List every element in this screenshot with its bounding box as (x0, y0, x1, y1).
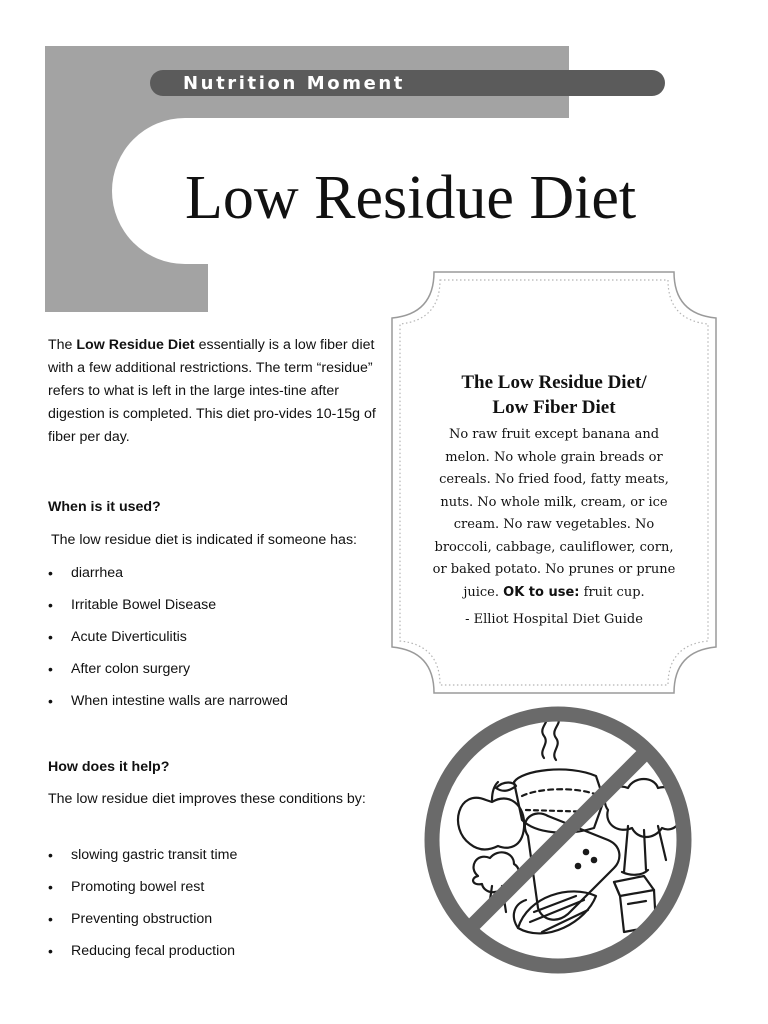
when-used-text: The low residue diet is indicated if someone has: (51, 532, 357, 548)
intro-term: Low Residue Diet (76, 337, 195, 353)
how-helps-list (48, 844, 237, 972)
list-item: • diarrhea (48, 562, 288, 594)
main-column (48, 334, 388, 959)
list-item: • When intestine walls are narrowed (48, 690, 288, 722)
card-source: - Elliot Hospital Diet Guide (465, 612, 643, 627)
when-used-heading: When is it used? (48, 499, 161, 515)
card-body (426, 424, 682, 604)
when-used-list (48, 562, 288, 722)
list-item: • Reducing fecal production (48, 940, 237, 972)
no-food-illustration (418, 700, 698, 980)
intro-before: The (48, 337, 77, 353)
card-body-text: No raw fruit except banana and melon. No whole grain breads or cereals. No fried food, fatty meats, nuts. No whole milk, cream, or ice cream. No raw vegetables. No broccoli, cabbage, cauliflower, corn, or baked potato. No prunes or prune juice. (432, 427, 676, 600)
list-item: • After colon surgery (48, 658, 288, 690)
how-helps-text: The low residue diet improves these conditions by: (48, 791, 366, 807)
how-helps-heading: How does it help? (48, 759, 170, 775)
intro-paragraph (48, 334, 388, 449)
diet-info-card (390, 270, 718, 695)
series-title: Nutrition Moment (183, 73, 406, 94)
list-item: • Promoting bowel rest (48, 876, 237, 908)
card-title-line1: The Low Residue Diet/ (461, 372, 647, 393)
card-title-line2: Low Fiber Diet (492, 397, 616, 418)
card-content (426, 370, 682, 630)
list-item: • Acute Diverticulitis (48, 626, 288, 658)
list-item: • Preventing obstruction (48, 908, 237, 940)
card-ok-label: OK to use: (503, 584, 580, 600)
list-item: • slowing gastric transit time (48, 844, 237, 876)
intro-after: essentially is a low fiber diet with a few additional restrictions. The term “residue” refers to what is left in the large intes-tine after digestion is completed. This diet pro-vides 10-15g of fiber per day. (48, 337, 376, 445)
card-title (426, 370, 682, 420)
card-ok-text: fruit cup. (579, 584, 645, 600)
no-food-icon (418, 700, 698, 985)
list-item: • Irritable Bowel Disease (48, 594, 288, 626)
page-title: Low Residue Diet (185, 164, 637, 232)
